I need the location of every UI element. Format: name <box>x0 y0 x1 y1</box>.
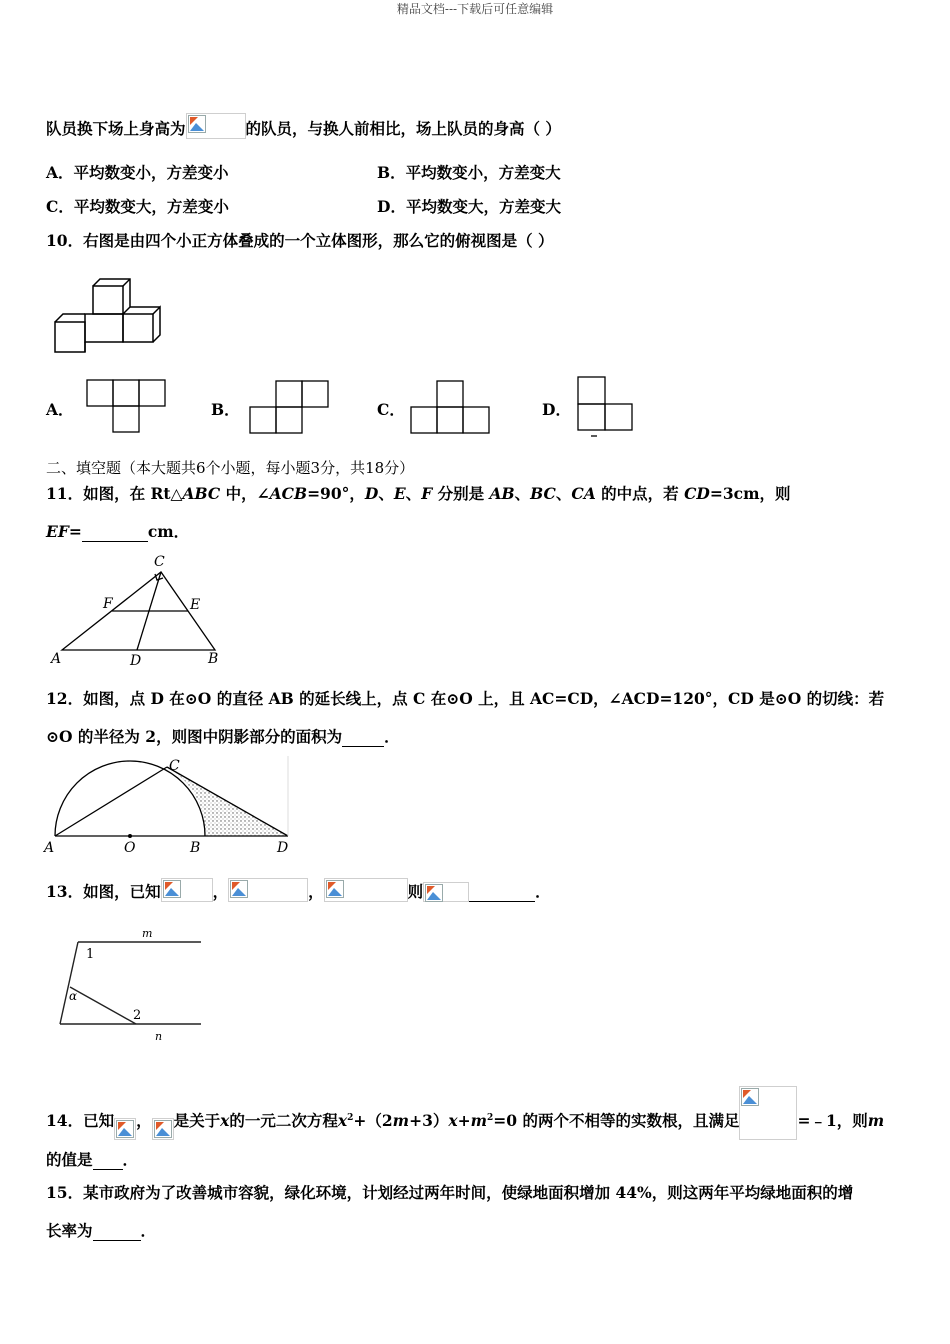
q14-stem: 14．已知 <box>46 1111 115 1130</box>
q10-label-c: C． <box>377 400 405 419</box>
q10-solid-figure <box>50 275 165 357</box>
q11-label-c: C <box>154 554 165 570</box>
q11-mid: 中，∠ <box>220 484 270 503</box>
q11-cdval: =3cm，则 <box>709 484 791 503</box>
q11-sep3: 、 <box>514 484 531 503</box>
q11-label-e: E <box>190 597 201 613</box>
q14-x3: x <box>448 1111 458 1130</box>
image-icon <box>116 1120 134 1138</box>
q11-sep1: 、 <box>378 484 394 503</box>
q13-label-alpha: α <box>69 989 78 1003</box>
q15-answer-blank[interactable] <box>93 1221 141 1241</box>
q11-rt: Rt△ <box>150 484 183 503</box>
q10-option-d-figure[interactable] <box>577 376 637 438</box>
q14-answer-blank[interactable] <box>93 1150 123 1170</box>
q12-label-o: O <box>124 840 136 856</box>
q14-m2: m <box>470 1111 488 1130</box>
q13-end: ． <box>535 882 551 901</box>
q14-x2: x <box>337 1111 348 1130</box>
q10-stem: 10．右图是由四个小正方体叠成的一个立体图形，那么它的俯视图是（ ） <box>46 231 554 250</box>
q13-parallel-lines-figure <box>56 923 206 1045</box>
q10-option-a-figure[interactable] <box>86 379 168 435</box>
q11-triangle-figure <box>48 553 228 671</box>
page-header: 精品文档---下载后可任意编辑 <box>396 2 554 16</box>
q12-answer-blank[interactable] <box>342 727 384 747</box>
q11-unit: cm． <box>147 522 190 541</box>
q13-label-m: m <box>142 927 153 940</box>
q13-answer-blank[interactable] <box>469 882 535 902</box>
q14-eq0: =0 的两个不相等的实数根，且满足 <box>493 1111 740 1130</box>
q11-label-b: B <box>208 651 219 667</box>
broken-image-placeholder <box>114 1118 136 1140</box>
q14-plus: +（2 <box>353 1111 393 1130</box>
q14-m3: m <box>867 1111 885 1130</box>
q11-bc: BC <box>530 484 556 503</box>
q13-stem <box>46 878 551 902</box>
q11-mid3: 的中点，若 <box>595 484 685 503</box>
q14-comma: ， <box>136 1111 152 1130</box>
q14-line2a: 的值是 <box>46 1150 93 1169</box>
q9-option-c: C．平均数变大，方差变小 <box>46 197 229 216</box>
q14-sup2: 2 <box>347 1112 354 1123</box>
q13-label-1: 1 <box>86 947 95 962</box>
q13-comma-1: ， <box>212 882 229 901</box>
q14-plus3: +3） <box>409 1111 449 1130</box>
q11-acb: ACB <box>269 484 308 503</box>
q9-option-b: B．平均数变小，方差变大 <box>377 163 561 182</box>
q11-abc: ABC <box>182 484 221 503</box>
q11-d: D <box>364 484 379 503</box>
q14-line2b: ． <box>122 1150 139 1169</box>
q10-label-a: A． <box>46 400 74 419</box>
q15-line2 <box>46 1219 156 1241</box>
q11-e: E <box>393 484 406 503</box>
q14-eqm1: =﹣1，则 <box>797 1111 868 1130</box>
q11-cd: CD <box>684 484 710 503</box>
q9-option-a: A．平均数变小，方差变小 <box>46 163 229 182</box>
section-2-heading: 二、填空题（本大题共6个小题，每小题3分，共18分） <box>46 459 415 477</box>
image-icon <box>163 880 181 898</box>
q15-line2a: 长率为 <box>46 1221 93 1240</box>
q11-num: 11．如图，在 <box>46 484 151 503</box>
q11-line1 <box>46 482 790 504</box>
q12-semicircle-figure <box>44 756 294 858</box>
q12-line2b: ． <box>384 727 400 746</box>
q11-eq90: =90°， <box>307 484 365 503</box>
q11-sep2: 、 <box>405 484 422 503</box>
broken-image-placeholder <box>423 882 469 902</box>
q11-ca: CA <box>571 484 596 503</box>
broken-image-placeholder <box>324 878 408 902</box>
broken-image-placeholder <box>161 878 213 902</box>
q11-label-f: F <box>103 596 113 612</box>
q13-label-n: n <box>155 1030 163 1043</box>
q9-stem-b: 的队员，与换人前相比，场上队员的身高（ ） <box>245 119 561 138</box>
image-icon <box>425 884 443 902</box>
q11-efeq: = <box>68 522 82 541</box>
q10-label-d: D． <box>542 400 571 419</box>
broken-image-placeholder <box>152 1118 174 1140</box>
q13-label-2: 2 <box>133 1008 142 1023</box>
q11-ef: EF <box>46 522 69 541</box>
q9-stem-a: 队员换下场上身高为 <box>46 119 186 138</box>
q11-answer-blank[interactable] <box>82 522 148 542</box>
q10-option-c-figure[interactable] <box>410 380 494 436</box>
q14-is: 是关于 <box>173 1111 221 1130</box>
q14-x: x <box>220 1111 230 1130</box>
broken-image-placeholder <box>186 113 246 139</box>
image-icon <box>188 115 206 133</box>
q10-option-b-figure[interactable] <box>249 380 331 436</box>
q14-sup2b: 2 <box>487 1112 494 1123</box>
q10-label-b: B． <box>211 400 240 419</box>
q14-line1 <box>46 1086 884 1140</box>
q13-stem-text: 13．如图，已知 <box>46 882 161 901</box>
q14-line2 <box>46 1148 138 1170</box>
q9-option-d: D．平均数变大，方差变大 <box>377 197 561 216</box>
image-icon <box>326 880 344 898</box>
q11-sep4: 、 <box>555 484 572 503</box>
q11-f: F <box>421 484 433 503</box>
q11-mid2: 分别是 <box>432 484 490 503</box>
q12-label-b: B <box>190 840 201 856</box>
image-icon <box>741 1088 759 1106</box>
q13-comma-2: ， <box>308 882 324 901</box>
image-icon <box>154 1120 172 1138</box>
q13-then: 则 <box>407 882 424 901</box>
q12-line2 <box>46 725 400 747</box>
q12-line1: 12．如图，点 D 在⊙O 的直径 AB 的延长线上，点 C 在⊙O 上，且 AC=CD，∠ACD=120°，CD 是⊙O 的切线：若 <box>46 689 885 708</box>
q11-ab: AB <box>489 484 515 503</box>
q12-label-d: D <box>277 840 289 856</box>
q14-plus2: + <box>457 1111 471 1130</box>
q12-label-a: A <box>44 840 55 856</box>
q11-label-d: D <box>130 653 142 669</box>
broken-image-placeholder <box>739 1086 797 1140</box>
q14-eq-mid: 的一元二次方程 <box>229 1111 338 1130</box>
q9-stem <box>46 113 561 139</box>
q11-label-a: A <box>51 651 62 667</box>
q14-m1: m <box>392 1111 410 1130</box>
q15-line2b: ． <box>140 1221 157 1240</box>
q15-line1: 15．某市政府为了改善城市容貌，绿化环境，计划经过两年时间，使绿地面积增加 44%，则这两年平均绿地面积的增 <box>46 1183 854 1202</box>
q12-line2a: ⊙O 的半径为 2，则图中阴影部分的面积为 <box>46 727 343 746</box>
q12-label-c: C <box>169 758 180 774</box>
q11-line2 <box>46 520 189 542</box>
image-icon <box>230 880 248 898</box>
broken-image-placeholder <box>228 878 308 902</box>
